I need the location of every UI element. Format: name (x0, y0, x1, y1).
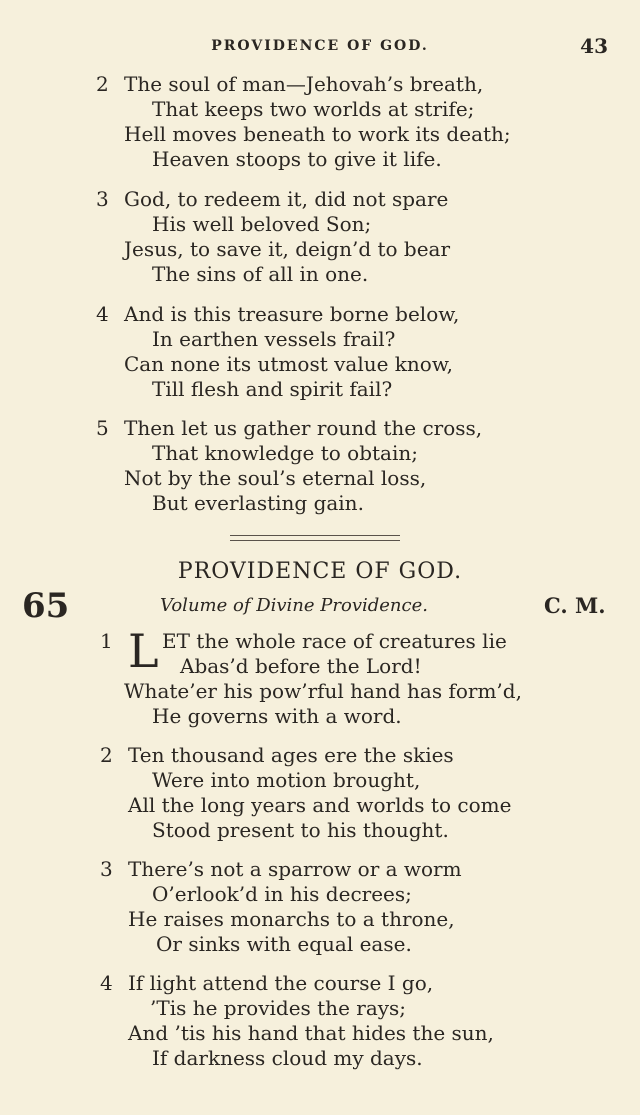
verse-line: All the long years and worlds to come (128, 793, 512, 817)
verse-line: His well beloved Son; (152, 212, 372, 236)
verse-line: Can none its utmost value know, (124, 352, 453, 376)
verse-line: Hell moves beneath to work its death; (124, 122, 511, 146)
verse-line: Not by the soul’s eternal loss, (124, 466, 427, 490)
verse-line: ET the whole race of creatures lie (162, 629, 507, 653)
hymn-number: 65 (22, 586, 70, 626)
verse-line: Ten thousand ages ere the skies (128, 743, 454, 767)
verse-line: Were into motion brought, (152, 768, 421, 792)
section-divider (230, 535, 400, 541)
verse-number: 4 (96, 302, 109, 326)
verse-line: In earthen vessels frail? (152, 327, 396, 351)
verse-line: But everlasting gain. (152, 491, 364, 515)
verse-line: The soul of man—Jehovah’s breath, (124, 72, 484, 96)
verse-line: Heaven stoops to give it life. (152, 147, 442, 171)
verse-line: And is this treasure borne below, (124, 302, 460, 326)
verse-line: Stood present to his thought. (152, 818, 449, 842)
hymn-meter: C. M. (544, 593, 606, 618)
hymn-subtitle: Volume of Divine Providence. (160, 595, 428, 616)
verse-number: 5 (96, 416, 109, 440)
verse-line: Abas’d before the Lord! (180, 654, 422, 678)
verse-line: He raises monarchs to a throne, (128, 907, 455, 931)
verse-line: Then let us gather round the cross, (124, 416, 483, 440)
verse-line: God, to redeem it, did not spare (124, 187, 449, 211)
verse-number: 2 (100, 743, 113, 767)
verse-number: 2 (96, 72, 109, 96)
hymn-title: PROVIDENCE OF GOD. (177, 559, 463, 584)
verse-line: That knowledge to obtain; (152, 441, 418, 465)
drop-cap: L (128, 624, 159, 678)
verse-line: Or sinks with equal ease. (156, 932, 412, 956)
verse-number: 3 (100, 857, 113, 881)
page-number: 43 (580, 34, 608, 58)
verse-line: He governs with a word. (152, 704, 402, 728)
verse-number: 4 (100, 971, 113, 995)
verse-number: 3 (96, 187, 109, 211)
verse-line: If darkness cloud my days. (152, 1046, 423, 1070)
verse-line: And ’tis his hand that hides the sun, (128, 1021, 494, 1045)
verse-number: 1 (100, 629, 113, 653)
verse-line: The sins of all in one. (152, 262, 369, 286)
verse-line: Till flesh and spirit fail? (152, 377, 393, 401)
running-head: PROVIDENCE OF GOD. (211, 38, 429, 54)
verse-line: That keeps two worlds at strife; (152, 97, 475, 121)
verse-line: There’s not a sparrow or a worm (128, 857, 462, 881)
verse-line: If light attend the course I go, (128, 971, 434, 995)
verse-line: O’erlook’d in his decrees; (152, 882, 412, 906)
verse-line: Jesus, to save it, deign’d to bear (124, 237, 451, 261)
verse-line: ’Tis he provides the rays; (150, 996, 407, 1020)
verse-line: Whate’er his pow’rful hand has form’d, (124, 679, 522, 703)
